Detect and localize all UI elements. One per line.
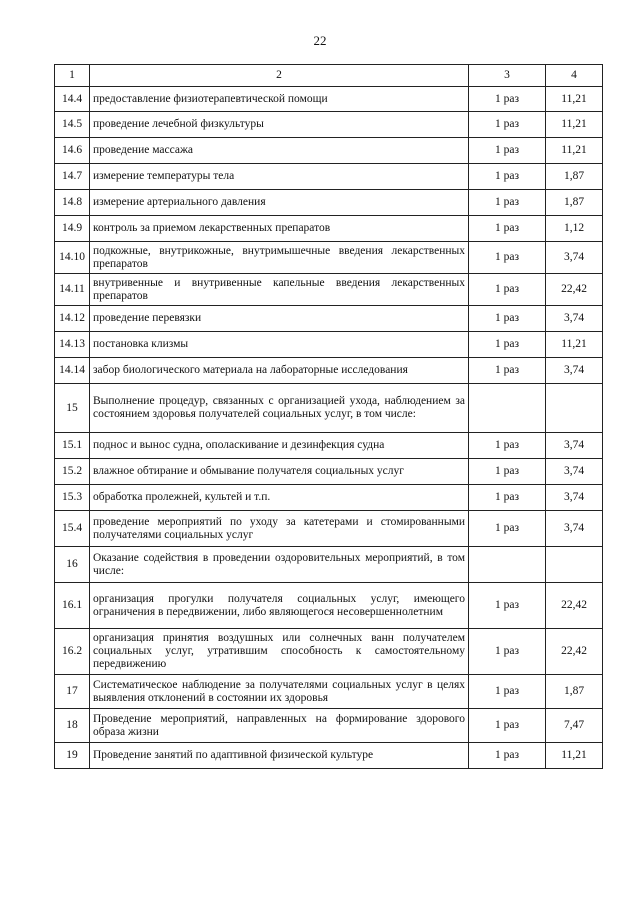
row-frequency: 1 раз xyxy=(469,274,546,306)
table-row xyxy=(55,459,603,485)
table-row xyxy=(55,190,603,216)
row-value: 3,74 xyxy=(546,306,603,332)
row-value: 3,74 xyxy=(546,242,603,274)
row-frequency: 1 раз xyxy=(469,485,546,511)
row-description: влажное обтирание и обмывание получателя социальных услуг xyxy=(90,459,469,485)
row-frequency: 1 раз xyxy=(469,583,546,629)
row-value: 11,21 xyxy=(546,112,603,138)
row-number: 14.13 xyxy=(55,332,90,358)
row-description: организация прогулки получателя социальных услуг, имеющего ограничения в передвижении, либо являющегося несовершеннолетним xyxy=(90,583,469,629)
row-value xyxy=(546,384,603,433)
table-row xyxy=(55,358,603,384)
row-number: 14.14 xyxy=(55,358,90,384)
row-number: 18 xyxy=(55,709,90,743)
row-number: 16 xyxy=(55,547,90,583)
row-frequency: 1 раз xyxy=(469,629,546,675)
row-frequency: 1 раз xyxy=(469,675,546,709)
table-row xyxy=(55,485,603,511)
table-row xyxy=(55,384,603,433)
row-number: 14.5 xyxy=(55,112,90,138)
row-description: измерение артериального давления xyxy=(90,190,469,216)
table-row xyxy=(55,306,603,332)
row-number: 15 xyxy=(55,384,90,433)
row-description: Проведение занятий по адаптивной физической культуре xyxy=(90,743,469,769)
table-row xyxy=(55,242,603,274)
row-number: 14.10 xyxy=(55,242,90,274)
page-number: 22 xyxy=(313,33,327,48)
header-col-1: 1 xyxy=(55,65,90,87)
row-description: контроль за приемом лекарственных препаратов xyxy=(90,216,469,242)
row-description: Выполнение процедур, связанных с организацией ухода, наблюдением за состоянием здоровья получателей социальных услуг, в том числе: xyxy=(90,384,469,433)
row-value: 3,74 xyxy=(546,358,603,384)
table-row xyxy=(55,583,603,629)
row-number: 14.7 xyxy=(55,164,90,190)
row-value xyxy=(546,547,603,583)
table-row xyxy=(55,743,603,769)
table-row xyxy=(55,675,603,709)
row-value: 11,21 xyxy=(546,743,603,769)
row-value: 7,47 xyxy=(546,709,603,743)
table-row xyxy=(55,511,603,547)
header-col-3: 3 xyxy=(469,65,546,87)
row-value: 11,21 xyxy=(546,138,603,164)
row-number: 15.4 xyxy=(55,511,90,547)
row-frequency: 1 раз xyxy=(469,306,546,332)
row-frequency: 1 раз xyxy=(469,164,546,190)
row-description: внутривенные и внутривенные капельные введения лекарственных препаратов xyxy=(90,274,469,306)
table-body xyxy=(55,65,603,769)
row-frequency: 1 раз xyxy=(469,87,546,112)
row-value: 11,21 xyxy=(546,87,603,112)
row-description: постановка клизмы xyxy=(90,332,469,358)
row-value: 11,21 xyxy=(546,332,603,358)
row-description: измерение температуры тела xyxy=(90,164,469,190)
row-description: подкожные, внутрикожные, внутримышечные введения лекарственных препаратов xyxy=(90,242,469,274)
table-row xyxy=(55,138,603,164)
row-number: 14.12 xyxy=(55,306,90,332)
table-row xyxy=(55,433,603,459)
row-frequency: 1 раз xyxy=(469,511,546,547)
row-value: 1,87 xyxy=(546,190,603,216)
table-row xyxy=(55,87,603,112)
table-row xyxy=(55,274,603,306)
header-col-4: 4 xyxy=(546,65,603,87)
row-description: проведение мероприятий по уходу за катетерами и стомированными получателями социальных услуг xyxy=(90,511,469,547)
row-description: предоставление физиотерапевтической помощи xyxy=(90,87,469,112)
row-description: забор биологического материала на лабораторные исследования xyxy=(90,358,469,384)
row-number: 14.6 xyxy=(55,138,90,164)
row-value: 3,74 xyxy=(546,459,603,485)
row-frequency: 1 раз xyxy=(469,358,546,384)
row-frequency: 1 раз xyxy=(469,743,546,769)
row-description: обработка пролежней, культей и т.п. xyxy=(90,485,469,511)
table-row xyxy=(55,332,603,358)
row-description: проведение перевязки xyxy=(90,306,469,332)
table-row xyxy=(55,709,603,743)
row-frequency: 1 раз xyxy=(469,242,546,274)
row-frequency xyxy=(469,547,546,583)
row-description: поднос и вынос судна, ополаскивание и дезинфекция судна xyxy=(90,433,469,459)
row-frequency xyxy=(469,384,546,433)
table-row xyxy=(55,547,603,583)
row-value: 3,74 xyxy=(546,485,603,511)
row-frequency: 1 раз xyxy=(469,332,546,358)
row-frequency: 1 раз xyxy=(469,433,546,459)
table-row xyxy=(55,164,603,190)
row-value: 22,42 xyxy=(546,629,603,675)
services-table xyxy=(54,64,603,769)
row-frequency: 1 раз xyxy=(469,190,546,216)
row-description: Систематическое наблюдение за получателями социальных услуг в целях выявления отклонений в состоянии их здоровья xyxy=(90,675,469,709)
row-number: 17 xyxy=(55,675,90,709)
row-value: 1,87 xyxy=(546,164,603,190)
row-number: 14.8 xyxy=(55,190,90,216)
row-frequency: 1 раз xyxy=(469,216,546,242)
row-value: 1,87 xyxy=(546,675,603,709)
row-value: 3,74 xyxy=(546,511,603,547)
row-frequency: 1 раз xyxy=(469,138,546,164)
row-value: 22,42 xyxy=(546,274,603,306)
table-row xyxy=(55,216,603,242)
row-value: 1,12 xyxy=(546,216,603,242)
row-number: 16.1 xyxy=(55,583,90,629)
row-number: 15.3 xyxy=(55,485,90,511)
row-number: 15.2 xyxy=(55,459,90,485)
row-number: 14.4 xyxy=(55,87,90,112)
row-number: 15.1 xyxy=(55,433,90,459)
row-value: 3,74 xyxy=(546,433,603,459)
row-description: организация принятия воздушных или солнечных ванн получателем социальных услуг, утратившим способность к самостоятельному передвижению xyxy=(90,629,469,675)
row-description: Проведение мероприятий, направленных на формирование здорового образа жизни xyxy=(90,709,469,743)
table-row xyxy=(55,629,603,675)
row-number: 14.9 xyxy=(55,216,90,242)
table-row xyxy=(55,112,603,138)
row-number: 16.2 xyxy=(55,629,90,675)
row-frequency: 1 раз xyxy=(469,709,546,743)
row-number: 14.11 xyxy=(55,274,90,306)
header-col-2: 2 xyxy=(90,65,469,87)
row-value: 22,42 xyxy=(546,583,603,629)
row-description: Оказание содействия в проведении оздоровительных мероприятий, в том числе: xyxy=(90,547,469,583)
row-description: проведение массажа xyxy=(90,138,469,164)
table-header-row xyxy=(55,65,603,87)
row-number: 19 xyxy=(55,743,90,769)
row-frequency: 1 раз xyxy=(469,112,546,138)
row-description: проведение лечебной физкультуры xyxy=(90,112,469,138)
row-frequency: 1 раз xyxy=(469,459,546,485)
